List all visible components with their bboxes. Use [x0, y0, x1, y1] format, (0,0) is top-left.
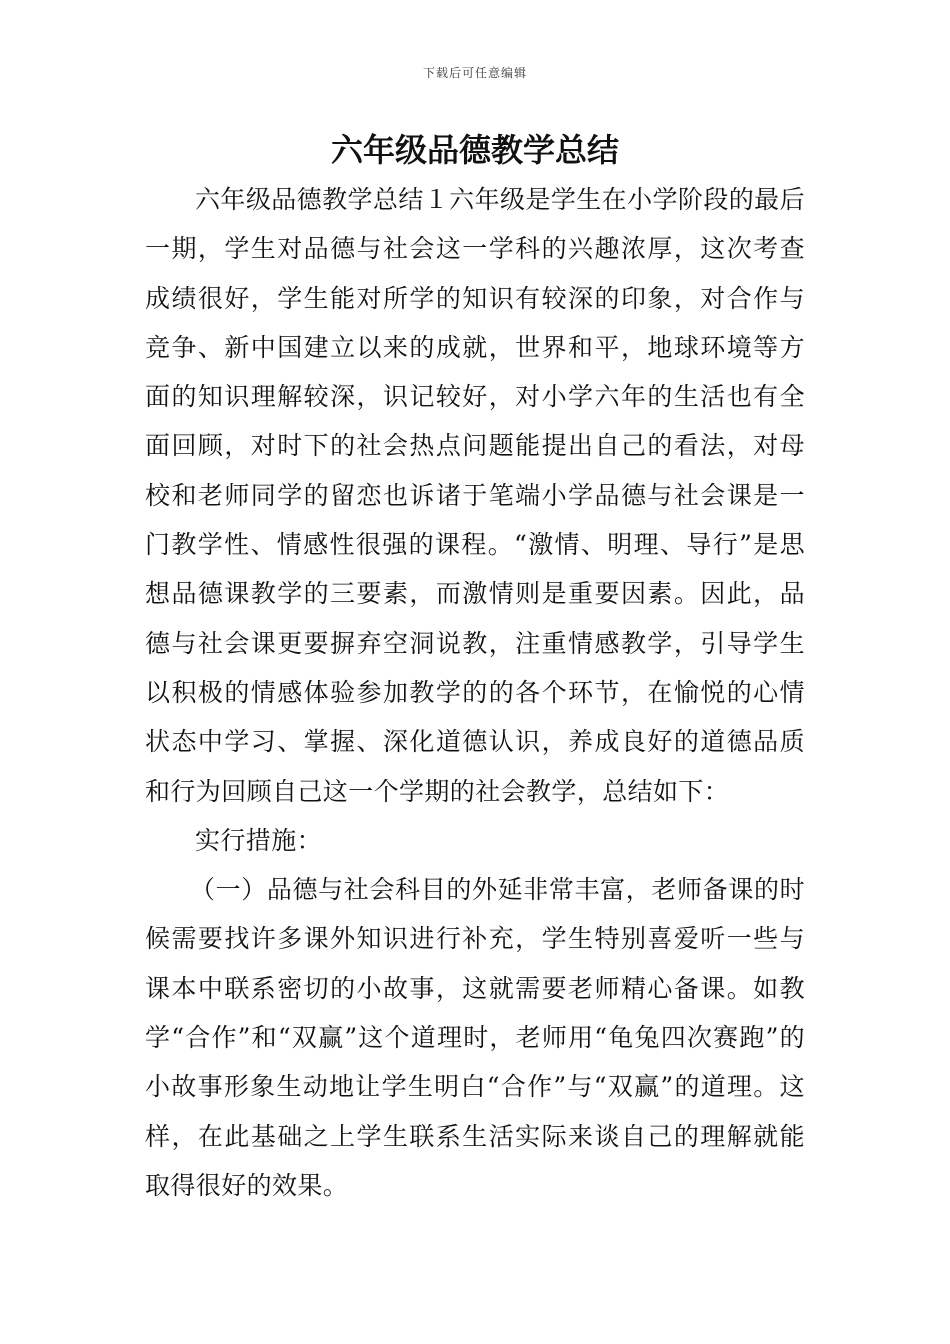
- paragraph-measure-one: （一）品德与社会科目的外延非常丰富，老师备课的时候需要找许多课外知识进行补充，学生特别喜爱听一些与课本中联系密切的小故事，这就需要老师精心备课。如教学“合作”和“双赢”这个道理时，老师用“龟兔四次赛跑”的小故事形象生动地让学生明白“合作”与“双赢”的道理。这样，在此基础之上学生联系生活实际来谈自己的理解就能取得很好的效果。: [145, 875, 805, 1200]
- document-title: 六年级品德教学总结: [330, 131, 619, 169]
- paragraph-measures-heading: 实行措施：: [195, 825, 323, 855]
- paragraph-intro: 六年级品德教学总结１六年级是学生在小学阶段的最后一期，学生对品德与社会这一学科的兴趣浓厚，这次考查成绩很好，学生能对所学的知识有较深的印象，对合作与竞争、新中国建立以来的成就，世界和平，地球环境等方面的知识理解较深，识记较好，对小学六年的生活也有全面回顾，对时下的社会热点问题能提出自己的看法，对母校和老师同学的留恋也诉诸于笔端小学品德与社会课是一门教学性、情感性很强的课程。“激情、明理、导行”是思想品德课教学的三要素，而激情则是重要因素。因此，品德与社会课更要摒弃空洞说教，注重情感教学，引导学生以积极的情感体验参加教学的的各个环节，在愉悦的心情状态中学习、掌握、深化道德认识，养成良好的道德品质和行为回顾自己这一个学期的社会教学，总结如下：: [145, 185, 805, 806]
- page-header: 下载后可任意编辑: [422, 66, 527, 80]
- document-body: [145, 175, 805, 1210]
